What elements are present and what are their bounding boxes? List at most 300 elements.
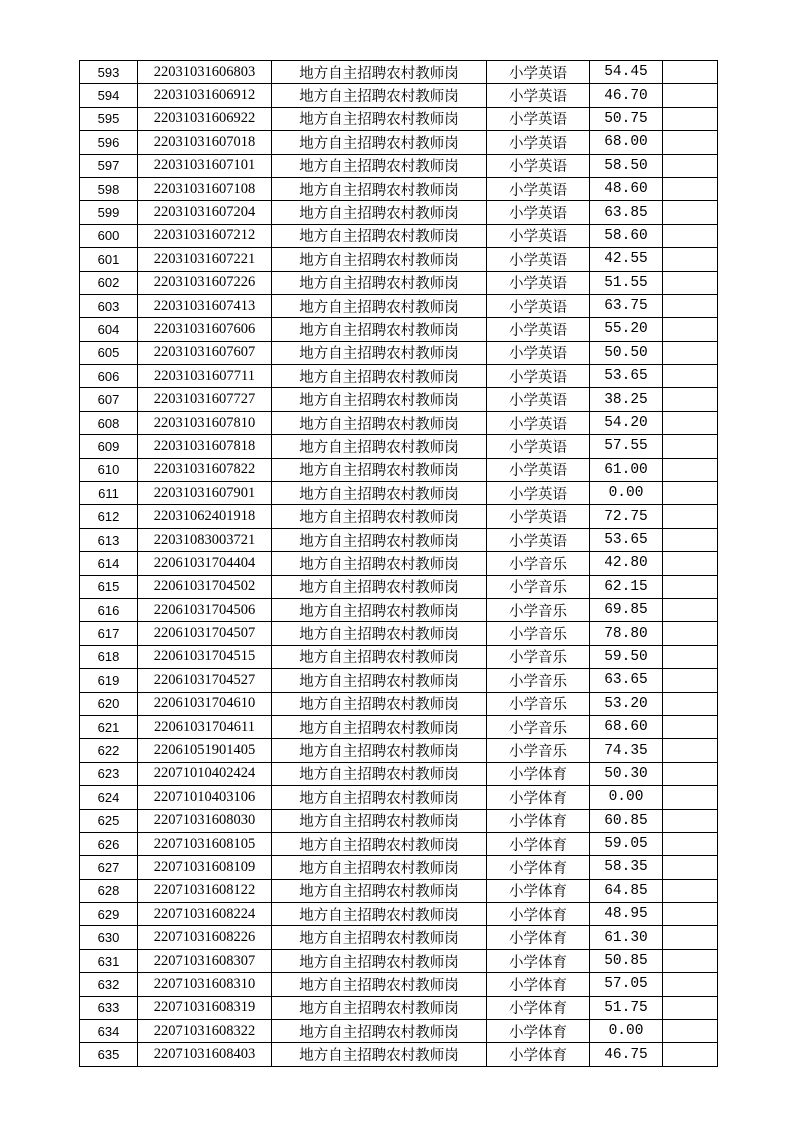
row-number-cell: 606 (80, 365, 138, 388)
subject-cell: 小学音乐 (487, 575, 590, 598)
score-cell: 0.00 (590, 1020, 663, 1043)
row-number-cell: 621 (80, 715, 138, 738)
subject-cell: 小学英语 (487, 482, 590, 505)
subject-cell: 小学英语 (487, 435, 590, 458)
subject-cell: 小学音乐 (487, 598, 590, 621)
score-cell: 42.80 (590, 552, 663, 575)
table-row (80, 645, 718, 668)
table-row (80, 341, 718, 364)
note-cell (663, 879, 718, 902)
note-cell (663, 809, 718, 832)
score-cell: 53.65 (590, 528, 663, 551)
candidate-id-cell: 22071010403106 (138, 786, 272, 809)
position-cell: 地方自主招聘农村教师岗 (272, 903, 487, 926)
candidate-id-cell: 22031031607711 (138, 365, 272, 388)
table-row (80, 669, 718, 692)
subject-cell: 小学英语 (487, 224, 590, 247)
note-cell (663, 482, 718, 505)
note-cell (663, 84, 718, 107)
candidate-id-cell: 22031031607818 (138, 435, 272, 458)
position-cell: 地方自主招聘农村教师岗 (272, 271, 487, 294)
row-number-cell: 611 (80, 482, 138, 505)
row-number-cell: 615 (80, 575, 138, 598)
note-cell (663, 177, 718, 200)
note-cell (663, 271, 718, 294)
candidate-id-cell: 22031031607413 (138, 294, 272, 317)
subject-cell: 小学体育 (487, 996, 590, 1019)
note-cell (663, 715, 718, 738)
score-cell: 64.85 (590, 879, 663, 902)
table-row (80, 271, 718, 294)
table-row (80, 318, 718, 341)
score-cell: 53.20 (590, 692, 663, 715)
table-row (80, 832, 718, 855)
note-cell (663, 411, 718, 434)
subject-cell: 小学英语 (487, 411, 590, 434)
candidate-id-cell: 22031031606922 (138, 107, 272, 130)
score-cell: 38.25 (590, 388, 663, 411)
note-cell (663, 996, 718, 1019)
table-row (80, 411, 718, 434)
score-cell: 0.00 (590, 482, 663, 505)
note-cell (663, 575, 718, 598)
note-cell (663, 435, 718, 458)
note-cell (663, 341, 718, 364)
position-cell: 地方自主招聘农村教师岗 (272, 809, 487, 832)
score-cell: 54.45 (590, 61, 663, 84)
position-cell: 地方自主招聘农村教师岗 (272, 692, 487, 715)
subject-cell: 小学英语 (487, 388, 590, 411)
position-cell: 地方自主招聘农村教师岗 (272, 786, 487, 809)
note-cell (663, 903, 718, 926)
row-number-cell: 629 (80, 903, 138, 926)
row-number-cell: 628 (80, 879, 138, 902)
score-cell: 0.00 (590, 786, 663, 809)
candidate-id-cell: 22071010402424 (138, 762, 272, 785)
position-cell: 地方自主招聘农村教师岗 (272, 435, 487, 458)
note-cell (663, 856, 718, 879)
score-cell: 61.30 (590, 926, 663, 949)
subject-cell: 小学体育 (487, 786, 590, 809)
score-cell: 63.75 (590, 294, 663, 317)
candidate-id-cell: 22031031607108 (138, 177, 272, 200)
candidate-id-cell: 22061031704506 (138, 598, 272, 621)
candidate-id-cell: 22031031607901 (138, 482, 272, 505)
row-number-cell: 595 (80, 107, 138, 130)
row-number-cell: 598 (80, 177, 138, 200)
row-number-cell: 631 (80, 949, 138, 972)
subject-cell: 小学体育 (487, 1020, 590, 1043)
subject-cell: 小学体育 (487, 809, 590, 832)
subject-cell: 小学音乐 (487, 739, 590, 762)
position-cell: 地方自主招聘农村教师岗 (272, 107, 487, 130)
position-cell: 地方自主招聘农村教师岗 (272, 248, 487, 271)
table-row (80, 131, 718, 154)
note-cell (663, 318, 718, 341)
row-number-cell: 597 (80, 154, 138, 177)
candidate-id-cell: 22071031608403 (138, 1043, 272, 1066)
score-cell: 74.35 (590, 739, 663, 762)
row-number-cell: 634 (80, 1020, 138, 1043)
subject-cell: 小学英语 (487, 131, 590, 154)
subject-cell: 小学体育 (487, 973, 590, 996)
table-row (80, 294, 718, 317)
subject-cell: 小学音乐 (487, 645, 590, 668)
score-cell: 58.60 (590, 224, 663, 247)
table-row (80, 224, 718, 247)
note-cell (663, 1020, 718, 1043)
table-row (80, 809, 718, 832)
position-cell: 地方自主招聘农村教师岗 (272, 294, 487, 317)
candidate-id-cell: 22061031704527 (138, 669, 272, 692)
position-cell: 地方自主招聘农村教师岗 (272, 528, 487, 551)
table-row (80, 973, 718, 996)
subject-cell: 小学英语 (487, 154, 590, 177)
candidate-id-cell: 22071031608307 (138, 949, 272, 972)
candidate-id-cell: 22071031608319 (138, 996, 272, 1019)
subject-cell: 小学音乐 (487, 692, 590, 715)
subject-cell: 小学体育 (487, 1043, 590, 1066)
candidate-id-cell: 22061031704507 (138, 622, 272, 645)
subject-cell: 小学音乐 (487, 552, 590, 575)
row-number-cell: 601 (80, 248, 138, 271)
table-row (80, 762, 718, 785)
note-cell (663, 458, 718, 481)
score-cell: 78.80 (590, 622, 663, 645)
table-row (80, 856, 718, 879)
row-number-cell: 617 (80, 622, 138, 645)
note-cell (663, 762, 718, 785)
subject-cell: 小学英语 (487, 528, 590, 551)
position-cell: 地方自主招聘农村教师岗 (272, 598, 487, 621)
subject-cell: 小学英语 (487, 318, 590, 341)
candidate-id-cell: 22031031607204 (138, 201, 272, 224)
candidate-id-cell: 22061031704502 (138, 575, 272, 598)
note-cell (663, 131, 718, 154)
row-number-cell: 619 (80, 669, 138, 692)
score-cell: 72.75 (590, 505, 663, 528)
note-cell (663, 669, 718, 692)
table-row (80, 879, 718, 902)
score-cell: 46.75 (590, 1043, 663, 1066)
candidate-id-cell: 22031031607607 (138, 341, 272, 364)
candidate-id-cell: 22031031607727 (138, 388, 272, 411)
subject-cell: 小学英语 (487, 505, 590, 528)
table-row (80, 1043, 718, 1066)
subject-cell: 小学音乐 (487, 622, 590, 645)
note-cell (663, 645, 718, 668)
table-row (80, 154, 718, 177)
position-cell: 地方自主招聘农村教师岗 (272, 201, 487, 224)
note-cell (663, 528, 718, 551)
score-cell: 63.65 (590, 669, 663, 692)
position-cell: 地方自主招聘农村教师岗 (272, 973, 487, 996)
score-cell: 50.85 (590, 949, 663, 972)
position-cell: 地方自主招聘农村教师岗 (272, 715, 487, 738)
table-row (80, 996, 718, 1019)
row-number-cell: 596 (80, 131, 138, 154)
position-cell: 地方自主招聘农村教师岗 (272, 1043, 487, 1066)
note-cell (663, 622, 718, 645)
candidate-id-cell: 22071031608310 (138, 973, 272, 996)
table-row (80, 1020, 718, 1043)
candidate-id-cell: 22031031607810 (138, 411, 272, 434)
score-cell: 68.60 (590, 715, 663, 738)
score-table (79, 60, 718, 1067)
note-cell (663, 1043, 718, 1066)
row-number-cell: 605 (80, 341, 138, 364)
row-number-cell: 607 (80, 388, 138, 411)
score-cell: 63.85 (590, 201, 663, 224)
candidate-id-cell: 22071031608105 (138, 832, 272, 855)
position-cell: 地方自主招聘农村教师岗 (272, 411, 487, 434)
candidate-id-cell: 22031083003721 (138, 528, 272, 551)
row-number-cell: 593 (80, 61, 138, 84)
row-number-cell: 600 (80, 224, 138, 247)
position-cell: 地方自主招聘农村教师岗 (272, 622, 487, 645)
position-cell: 地方自主招聘农村教师岗 (272, 482, 487, 505)
row-number-cell: 608 (80, 411, 138, 434)
note-cell (663, 365, 718, 388)
table-row (80, 598, 718, 621)
score-cell: 60.85 (590, 809, 663, 832)
score-cell: 55.20 (590, 318, 663, 341)
table-row (80, 575, 718, 598)
row-number-cell: 599 (80, 201, 138, 224)
note-cell (663, 739, 718, 762)
note-cell (663, 832, 718, 855)
score-cell: 57.55 (590, 435, 663, 458)
table-row (80, 715, 718, 738)
note-cell (663, 388, 718, 411)
candidate-id-cell: 22061031704515 (138, 645, 272, 668)
position-cell: 地方自主招聘农村教师岗 (272, 388, 487, 411)
subject-cell: 小学体育 (487, 903, 590, 926)
candidate-id-cell: 22071031608030 (138, 809, 272, 832)
candidate-id-cell: 22061031704610 (138, 692, 272, 715)
subject-cell: 小学英语 (487, 84, 590, 107)
position-cell: 地方自主招聘农村教师岗 (272, 669, 487, 692)
table-row (80, 505, 718, 528)
note-cell (663, 505, 718, 528)
position-cell: 地方自主招聘农村教师岗 (272, 739, 487, 762)
table-row (80, 903, 718, 926)
candidate-id-cell: 22031031607822 (138, 458, 272, 481)
note-cell (663, 61, 718, 84)
table-row (80, 786, 718, 809)
subject-cell: 小学英语 (487, 177, 590, 200)
candidate-id-cell: 22031031607226 (138, 271, 272, 294)
row-number-cell: 622 (80, 739, 138, 762)
subject-cell: 小学体育 (487, 856, 590, 879)
position-cell: 地方自主招聘农村教师岗 (272, 949, 487, 972)
subject-cell: 小学英语 (487, 458, 590, 481)
subject-cell: 小学英语 (487, 271, 590, 294)
note-cell (663, 973, 718, 996)
score-cell: 69.85 (590, 598, 663, 621)
subject-cell: 小学音乐 (487, 669, 590, 692)
score-cell: 42.55 (590, 248, 663, 271)
candidate-id-cell: 22061031704611 (138, 715, 272, 738)
table-row (80, 61, 718, 84)
candidate-id-cell: 22031031607606 (138, 318, 272, 341)
subject-cell: 小学英语 (487, 294, 590, 317)
position-cell: 地方自主招聘农村教师岗 (272, 996, 487, 1019)
note-cell (663, 224, 718, 247)
table-row (80, 365, 718, 388)
position-cell: 地方自主招聘农村教师岗 (272, 575, 487, 598)
row-number-cell: 633 (80, 996, 138, 1019)
row-number-cell: 613 (80, 528, 138, 551)
candidate-id-cell: 22031031607018 (138, 131, 272, 154)
position-cell: 地方自主招聘农村教师岗 (272, 131, 487, 154)
table-row (80, 949, 718, 972)
table-row (80, 177, 718, 200)
candidate-id-cell: 22031031606803 (138, 61, 272, 84)
note-cell (663, 692, 718, 715)
candidate-id-cell: 22031062401918 (138, 505, 272, 528)
candidate-id-cell: 22031031607221 (138, 248, 272, 271)
row-number-cell: 630 (80, 926, 138, 949)
row-number-cell: 626 (80, 832, 138, 855)
table-row (80, 388, 718, 411)
table-row (80, 926, 718, 949)
position-cell: 地方自主招聘农村教师岗 (272, 154, 487, 177)
position-cell: 地方自主招聘农村教师岗 (272, 224, 487, 247)
score-cell: 50.50 (590, 341, 663, 364)
note-cell (663, 949, 718, 972)
score-cell: 58.35 (590, 856, 663, 879)
position-cell: 地方自主招聘农村教师岗 (272, 177, 487, 200)
candidate-id-cell: 22071031608224 (138, 903, 272, 926)
candidate-id-cell: 22061051901405 (138, 739, 272, 762)
position-cell: 地方自主招聘农村教师岗 (272, 879, 487, 902)
subject-cell: 小学体育 (487, 879, 590, 902)
row-number-cell: 594 (80, 84, 138, 107)
position-cell: 地方自主招聘农村教师岗 (272, 856, 487, 879)
row-number-cell: 618 (80, 645, 138, 668)
position-cell: 地方自主招聘农村教师岗 (272, 84, 487, 107)
table-row (80, 107, 718, 130)
candidate-id-cell: 22031031607101 (138, 154, 272, 177)
row-number-cell: 620 (80, 692, 138, 715)
table-row (80, 739, 718, 762)
row-number-cell: 603 (80, 294, 138, 317)
score-cell: 51.75 (590, 996, 663, 1019)
subject-cell: 小学音乐 (487, 715, 590, 738)
subject-cell: 小学英语 (487, 201, 590, 224)
table-row (80, 692, 718, 715)
candidate-id-cell: 22071031608122 (138, 879, 272, 902)
note-cell (663, 107, 718, 130)
position-cell: 地方自主招聘农村教师岗 (272, 645, 487, 668)
subject-cell: 小学英语 (487, 61, 590, 84)
score-cell: 68.00 (590, 131, 663, 154)
candidate-id-cell: 22061031704404 (138, 552, 272, 575)
position-cell: 地方自主招聘农村教师岗 (272, 762, 487, 785)
position-cell: 地方自主招聘农村教师岗 (272, 505, 487, 528)
score-cell: 58.50 (590, 154, 663, 177)
score-cell: 48.95 (590, 903, 663, 926)
note-cell (663, 154, 718, 177)
score-cell: 46.70 (590, 84, 663, 107)
subject-cell: 小学英语 (487, 248, 590, 271)
candidate-id-cell: 22031031607212 (138, 224, 272, 247)
note-cell (663, 598, 718, 621)
score-cell: 62.15 (590, 575, 663, 598)
row-number-cell: 623 (80, 762, 138, 785)
table-row (80, 622, 718, 645)
subject-cell: 小学体育 (487, 832, 590, 855)
subject-cell: 小学英语 (487, 341, 590, 364)
row-number-cell: 635 (80, 1043, 138, 1066)
row-number-cell: 616 (80, 598, 138, 621)
score-cell: 59.05 (590, 832, 663, 855)
row-number-cell: 604 (80, 318, 138, 341)
table-row (80, 552, 718, 575)
table-row (80, 435, 718, 458)
candidate-id-cell: 22071031608109 (138, 856, 272, 879)
score-cell: 54.20 (590, 411, 663, 434)
subject-cell: 小学体育 (487, 926, 590, 949)
score-table-body (80, 61, 718, 1067)
subject-cell: 小学英语 (487, 107, 590, 130)
row-number-cell: 632 (80, 973, 138, 996)
candidate-id-cell: 22031031606912 (138, 84, 272, 107)
position-cell: 地方自主招聘农村教师岗 (272, 365, 487, 388)
table-row (80, 458, 718, 481)
table-row (80, 528, 718, 551)
row-number-cell: 612 (80, 505, 138, 528)
row-number-cell: 609 (80, 435, 138, 458)
score-cell: 53.65 (590, 365, 663, 388)
note-cell (663, 201, 718, 224)
score-cell: 59.50 (590, 645, 663, 668)
row-number-cell: 627 (80, 856, 138, 879)
subject-cell: 小学英语 (487, 365, 590, 388)
note-cell (663, 926, 718, 949)
row-number-cell: 624 (80, 786, 138, 809)
position-cell: 地方自主招聘农村教师岗 (272, 1020, 487, 1043)
row-number-cell: 602 (80, 271, 138, 294)
candidate-id-cell: 22071031608322 (138, 1020, 272, 1043)
row-number-cell: 625 (80, 809, 138, 832)
candidate-id-cell: 22071031608226 (138, 926, 272, 949)
position-cell: 地方自主招聘农村教师岗 (272, 458, 487, 481)
score-cell: 51.55 (590, 271, 663, 294)
table-row (80, 248, 718, 271)
position-cell: 地方自主招聘农村教师岗 (272, 926, 487, 949)
position-cell: 地方自主招聘农村教师岗 (272, 341, 487, 364)
note-cell (663, 248, 718, 271)
score-cell: 50.30 (590, 762, 663, 785)
subject-cell: 小学体育 (487, 762, 590, 785)
note-cell (663, 786, 718, 809)
table-row (80, 482, 718, 505)
position-cell: 地方自主招聘农村教师岗 (272, 61, 487, 84)
row-number-cell: 610 (80, 458, 138, 481)
score-cell: 48.60 (590, 177, 663, 200)
row-number-cell: 614 (80, 552, 138, 575)
position-cell: 地方自主招聘农村教师岗 (272, 552, 487, 575)
subject-cell: 小学体育 (487, 949, 590, 972)
position-cell: 地方自主招聘农村教师岗 (272, 318, 487, 341)
score-cell: 61.00 (590, 458, 663, 481)
table-row (80, 84, 718, 107)
score-cell: 57.05 (590, 973, 663, 996)
note-cell (663, 294, 718, 317)
note-cell (663, 552, 718, 575)
